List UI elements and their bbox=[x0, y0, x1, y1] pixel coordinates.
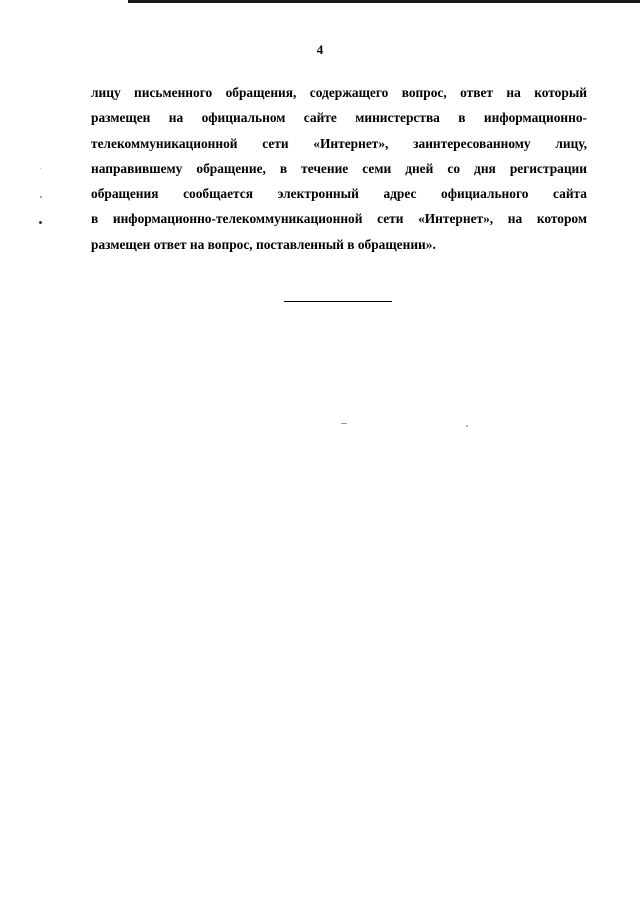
text-line: в информационно-телекоммуникационной сети «Интернет», на котором bbox=[91, 211, 587, 227]
text-line: направившему обращение, в течение семи дней со дня регистрации bbox=[91, 160, 587, 176]
page-number: 4 bbox=[316, 42, 324, 57]
scan-speck bbox=[40, 168, 41, 169]
body-paragraph bbox=[91, 80, 587, 257]
text-line: лицу письменного обращения, содержащего вопрос, ответ на который bbox=[91, 85, 587, 100]
text-line: размещен ответ на вопрос, поставленный в обращении». bbox=[91, 236, 436, 252]
text-line: обращения сообщается электронный адрес официального сайта bbox=[91, 186, 587, 202]
scan-speck bbox=[466, 425, 468, 427]
closing-separator-line bbox=[284, 301, 392, 302]
scan-speck bbox=[39, 221, 42, 224]
scan-speck bbox=[341, 423, 347, 424]
text-line: телекоммуникационной сети «Интернет», заинтересованному лицу, bbox=[91, 135, 587, 151]
text-line: размещен на официальном сайте министерства в информационно- bbox=[91, 110, 587, 126]
scan-speck bbox=[40, 196, 42, 198]
top-border-line bbox=[128, 0, 640, 3]
